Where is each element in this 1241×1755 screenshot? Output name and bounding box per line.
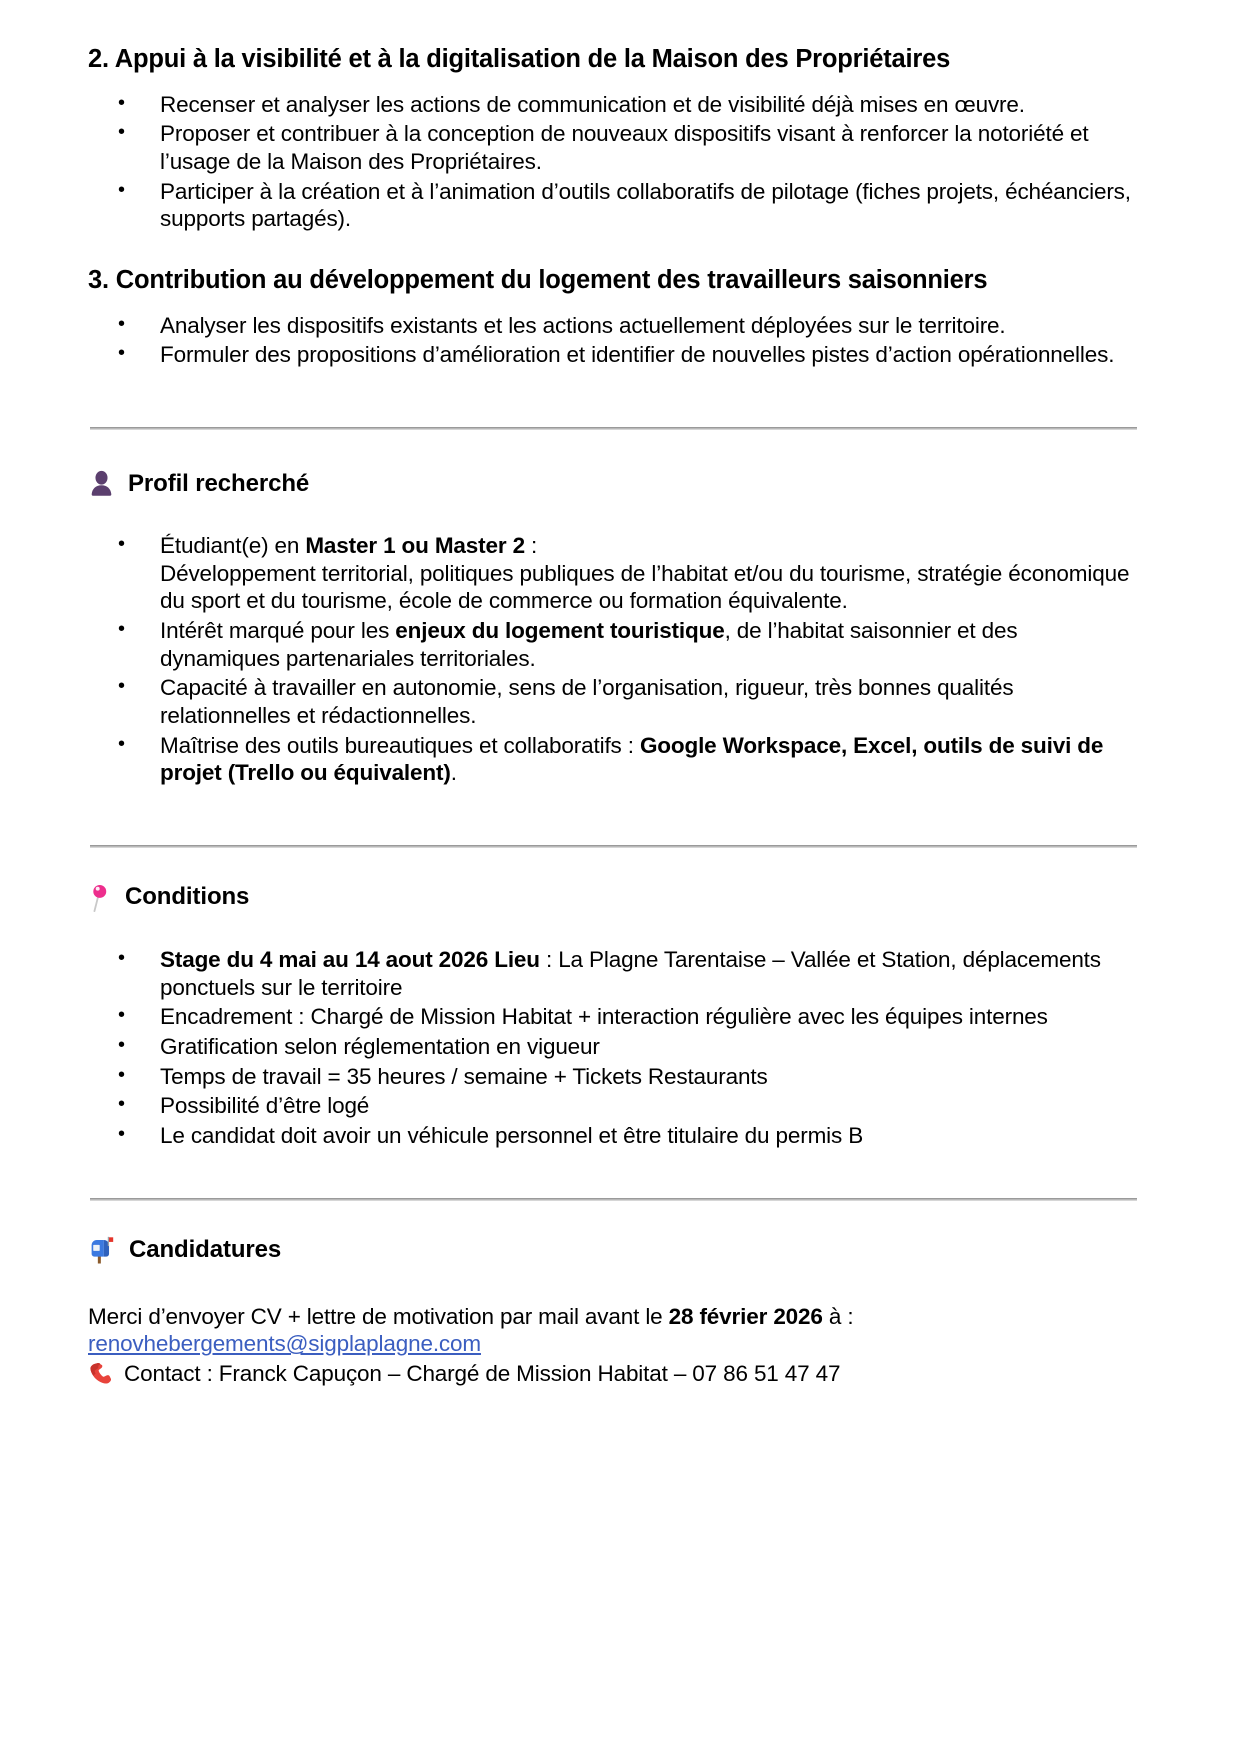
spacer [88, 235, 1141, 265]
list-item [88, 732, 1141, 787]
candidatures-heading [88, 1235, 1141, 1265]
list-item [88, 674, 1141, 729]
intro-lead: Merci d’envoyer CV + lettre de motivation par mail avant le [88, 1303, 669, 1329]
conditions-heading [88, 882, 1141, 912]
bullet-lead: Intérêt marqué pour les [160, 617, 396, 643]
list-item: • Recenser et analyser les actions de communication et de visibilité déjà mises en œuvre. [88, 91, 1141, 119]
bullet-bold: Stage du 4 mai au 14 aout 2026 Lieu [160, 946, 540, 972]
spacer [88, 1152, 1141, 1198]
list-item [88, 1092, 1141, 1120]
list-item: • Proposer et contribuer à la conception de nouveaux dispositifs visant à renforcer la notoriété et l’usage de la Maison des Propriétaires. [88, 120, 1141, 175]
telephone-receiver-icon [88, 1362, 115, 1386]
spacer [88, 920, 1141, 946]
list-item [88, 617, 1141, 672]
bullet-tail: Le candidat doit avoir un véhicule personnel et être titulaire du permis B [160, 1122, 864, 1148]
spacer [88, 1201, 1141, 1235]
candidatures-heading-label: Candidatures [129, 1235, 282, 1263]
bust-in-silhouette-icon [88, 470, 115, 498]
list-item [88, 1063, 1141, 1091]
section-3-bullet-list [88, 312, 1141, 369]
list-item: • Participer à la création et à l’animation d’outils collaboratifs de pilotage (fiches projets, échéanciers, supports partagés). [88, 178, 1141, 233]
bullet-bold: Master 1 ou Master 2 [305, 532, 525, 558]
bullet-tail: Temps de travail = 35 heures / semaine + Tickets Restaurants [160, 1063, 768, 1089]
list-item [88, 532, 1141, 615]
bullet-lead: Étudiant(e) en [160, 532, 306, 558]
bullet-tail: Gratification selon réglementation en vigueur [160, 1033, 600, 1059]
spacer [88, 371, 1141, 427]
contact-text: Contact : Franck Capuçon – Chargé de Mission Habitat – 07 86 51 47 47 [124, 1361, 841, 1387]
bullet-tail: Encadrement : Chargé de Mission Habitat + interaction régulière avec les équipes internes [160, 1004, 1048, 1030]
spacer [88, 430, 1141, 470]
bullet-continuation: Développement territorial, politiques publiques de l’habitat et/ou du tourisme, stratégie économique du sport et du tourisme, école de commerce ou formation équivalente. [160, 560, 1130, 614]
round-pushpin-icon [88, 882, 112, 912]
intro-tail: à : [822, 1303, 854, 1329]
application-email-link[interactable]: renovhebergements@sigplaplagne.com [88, 1331, 481, 1357]
contact-line [88, 1359, 1141, 1388]
profil-bullet-list [88, 532, 1141, 787]
mailbox-icon [88, 1235, 116, 1265]
spacer [88, 848, 1141, 882]
conditions-bullet-list [88, 946, 1141, 1150]
list-item [88, 1122, 1141, 1150]
candidatures-intro [88, 1303, 1141, 1332]
spacer [88, 789, 1141, 845]
bullet-bold: Google Workspace, Excel, outils de suivi de projet (Trello ou équivalent) [160, 732, 1104, 786]
spacer [88, 506, 1141, 532]
profil-heading [88, 470, 1141, 498]
bullet-tail: : [524, 532, 538, 558]
section-2-bullet-list [88, 91, 1141, 233]
bullet-tail: . [450, 760, 457, 786]
list-item: • Analyser les dispositifs existants et les actions actuellement déployées sur le territoire. [88, 312, 1141, 340]
bullet-bold: enjeux du logement touristique [395, 617, 725, 643]
section-3-heading: 3. Contribution au développement du logement des travailleurs saisonniers [88, 265, 988, 294]
list-item: • Formuler des propositions d’amélioration et identifier de nouvelles pistes d’action opérationnelles. [88, 341, 1141, 369]
section-2-heading: 2. Appui à la visibilité et à la digitalisation de la Maison des Propriétaires [88, 45, 951, 73]
bullet-tail: Possibilité d’être logé [160, 1093, 370, 1119]
bullet-lead: Capacité à travailler en autonomie, sens de l’organisation, rigueur, très bonnes qualités relationnelles et rédactionnelles. [160, 675, 1014, 728]
spacer [88, 1273, 1141, 1303]
bullet-lead: Maîtrise des outils bureautiques et collaboratifs : [160, 732, 640, 758]
intro-deadline: 28 février 2026 [668, 1303, 823, 1329]
list-item [88, 946, 1141, 1001]
list-item [88, 1033, 1141, 1061]
bullet-tail: , de l’habitat saisonnier et des dynamiques partenariales territoriales. [160, 617, 1018, 671]
profil-heading-label: Profil recherché [128, 469, 310, 497]
list-item [88, 1003, 1141, 1031]
conditions-heading-label: Conditions [125, 882, 250, 910]
bullet-tail: : La Plagne Tarentaise – Vallée et Station, déplacements ponctuels sur le territoire [160, 946, 1101, 1000]
